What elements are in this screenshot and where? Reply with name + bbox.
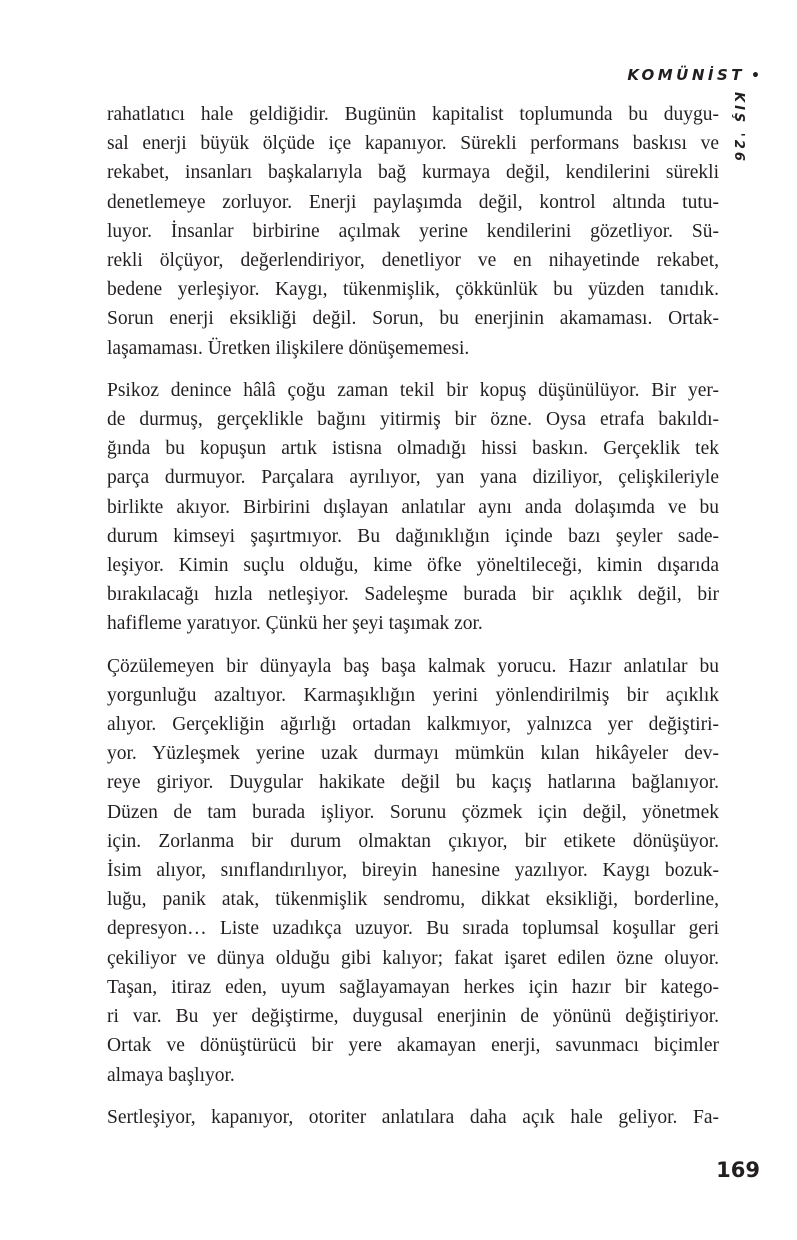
text-line: İsim alıyor, sınıflandırılıyor, bireyin hanesine yazılıyor. Kaygı bozuk- bbox=[107, 860, 719, 882]
journal-title-header bbox=[560, 60, 760, 90]
paragraph bbox=[107, 652, 719, 1090]
text-line: Psikoz denince hâlâ çoğu zaman tekil bir kopuş düşünülüyor. Bir yer- bbox=[107, 379, 719, 401]
text-line: ğında bu kopuşun artık istisna olmadığı hissi baskın. Gerçeklik tek bbox=[107, 438, 719, 460]
paragraph bbox=[107, 376, 719, 639]
text-line: luğu, panik atak, tükenmişlik sendromu, dikkat eksikliği, borderline, bbox=[107, 889, 719, 911]
text-line: yor. Yüzleşmek yerine uzak durmayı mümkün kılan hikâyeler dev- bbox=[107, 743, 719, 765]
text-line: yorgunluğu azaltıyor. Karmaşıklığın yerini yönlendirilmiş bir açıklık bbox=[107, 684, 719, 706]
text-line: Sorun enerji eksikliği değil. Sorun, bu enerjinin akamaması. Ortak- bbox=[107, 308, 719, 330]
text-line: luyor. İnsanlar birbirine açılmak yerine kendilerini gözetliyor. Sü- bbox=[107, 220, 719, 242]
text-line: için. Zorlanma bir durum olmaktan çıkıyor, bir etikete dönüşüyor. bbox=[107, 830, 719, 852]
text-line: parça durmuyor. Parçalara ayrılıyor, yan yana diziliyor, çelişkileriyle bbox=[107, 467, 719, 489]
journal-title: KOMÜNİST bbox=[627, 66, 746, 84]
text-line: Çözülemeyen bir dünyayla baş başa kalmak yorucu. Hazır anlatılar bu bbox=[107, 655, 719, 677]
body-text bbox=[107, 100, 719, 1145]
text-line: sal enerji büyük ölçüde içe kapanıyor. Sürekli performans baskısı ve bbox=[107, 133, 719, 155]
text-line: denetlemeye zorluyor. Enerji paylaşımda değil, kontrol altında tutu- bbox=[107, 191, 719, 213]
paragraph bbox=[107, 1103, 719, 1132]
bullet-separator: • bbox=[751, 68, 760, 84]
text-line: ri var. Bu yer değiştirme, duygusal enerjinin de yönünü değiştiriyor. bbox=[107, 1006, 719, 1028]
paragraph bbox=[107, 100, 719, 363]
page-number: 169 bbox=[716, 1158, 760, 1182]
text-line: alıyor. Gerçekliğin ağırlığı ortadan kalkmıyor, yalnızca yer değiştiri- bbox=[107, 714, 719, 736]
text-line: almaya başlıyor. bbox=[107, 1064, 235, 1086]
text-line: Düzen de tam burada işliyor. Sorunu çözmek için değil, yönetmek bbox=[107, 801, 719, 823]
text-line: reye giriyor. Duygular hakikate değil bu kaçış hatlarına bağlanıyor. bbox=[107, 772, 719, 794]
text-line: depresyon… Liste uzadıkça uzuyor. Bu sırada toplumsal koşullar geri bbox=[107, 918, 719, 940]
text-line: laşamaması. Üretken ilişkilere dönüşememesi. bbox=[107, 337, 470, 359]
text-line: çekiliyor ve dünya olduğu gibi kalıyor; fakat işaret edilen özne oluyor. bbox=[107, 947, 719, 969]
text-line: bedene yerleşiyor. Kaygı, tükenmişlik, çökkünlük bu yüzden tanıdık. bbox=[107, 279, 719, 301]
text-line: birlikte akıyor. Birbirini dışlayan anlatılar aynı anda dolaşımda ve bu bbox=[107, 496, 719, 518]
text-line: rekli ölçüyor, değerlendiriyor, denetliyor ve en nihayetinde rekabet, bbox=[107, 250, 719, 272]
text-line: leşiyor. Kimin suçlu olduğu, kime öfke yöneltileceği, kimin dışarıda bbox=[107, 555, 719, 577]
text-line: rahatlatıcı hale geldiğidir. Bugünün kapitalist toplumunda bu duygu- bbox=[107, 104, 719, 125]
text-line: hafifleme yaratıyor. Çünkü her şeyi taşımak zor. bbox=[107, 613, 483, 635]
text-line: de durmuş, gerçeklikle bağını yitirmiş bir özne. Oysa etrafa bakıldı- bbox=[107, 409, 719, 431]
text-line: Ortak ve dönüştürücü bir yere akamayan enerji, savunmacı biçimler bbox=[107, 1035, 719, 1057]
text-line: durum kimseyi şaşırtmıyor. Bu dağınıklığın içinde bazı şeyler sade- bbox=[107, 525, 719, 547]
text-line: rekabet, insanları başkalarıyla bağ kurmaya değil, kendilerini sürekli bbox=[107, 162, 719, 184]
text-line: Sertleşiyor, kapanıyor, otoriter anlatılara daha açık hale geliyor. Fa- bbox=[107, 1106, 719, 1128]
issue-label: KIŞ '26 bbox=[731, 92, 746, 164]
text-line: Taşan, itiraz eden, uyum sağlayamayan herkes için hazır bir katego- bbox=[107, 976, 719, 998]
text-line: bırakılacağı hızla netleşiyor. Sadeleşme burada bir açıklık değil, bir bbox=[107, 584, 719, 606]
